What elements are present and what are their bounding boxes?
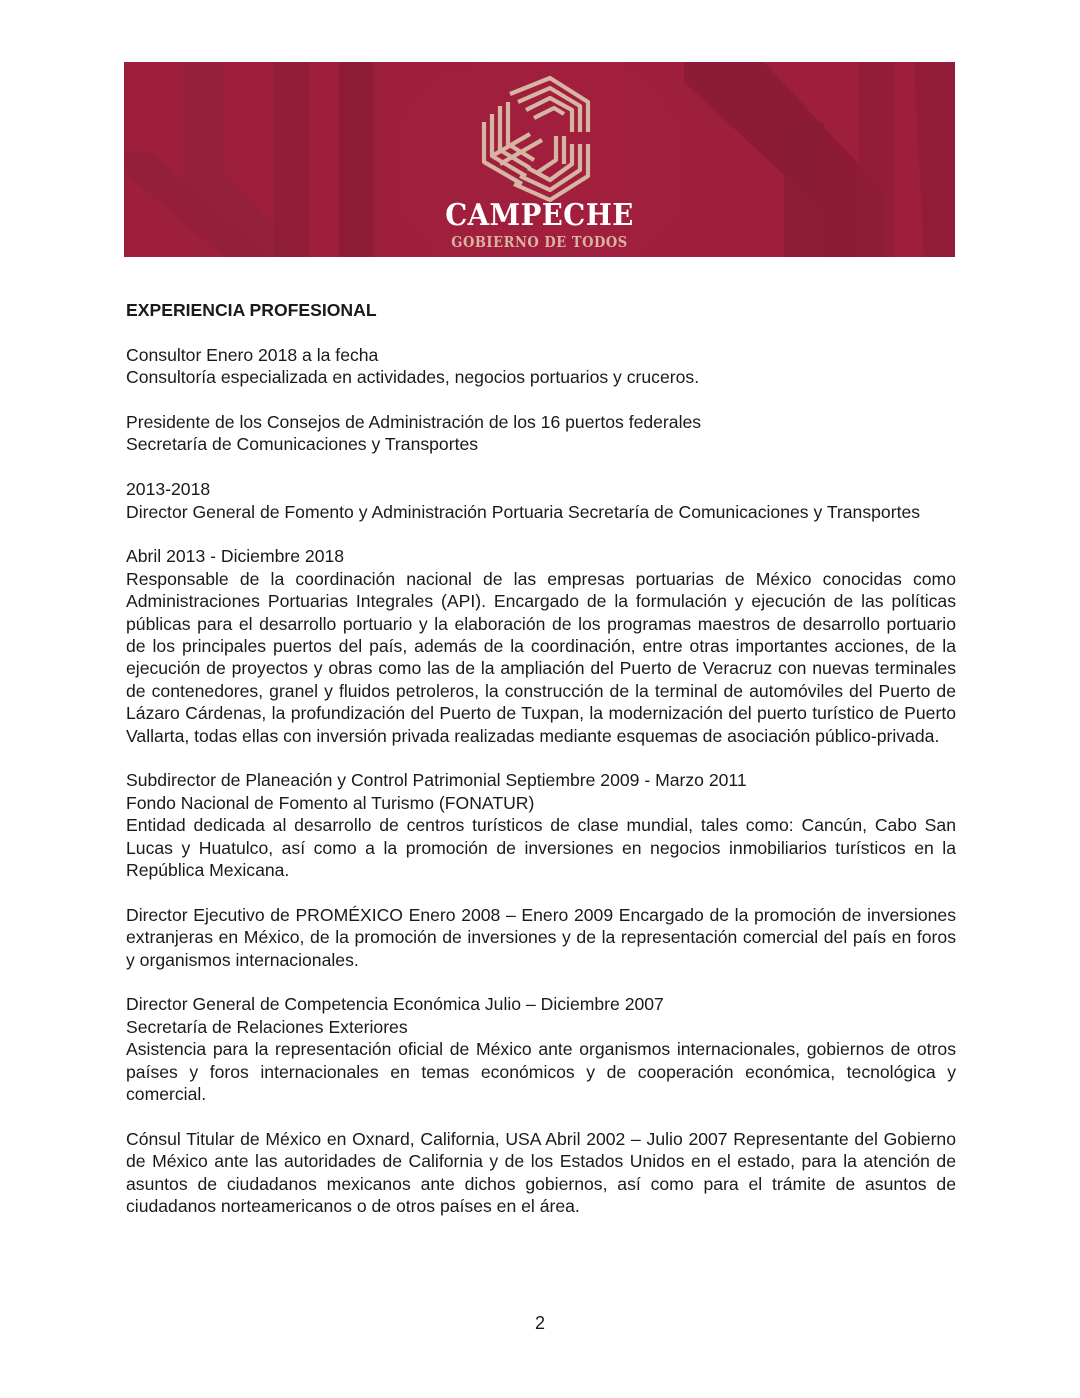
- entry-organization: Secretaría de Relaciones Exteriores: [126, 1016, 408, 1037]
- brand-name: CAMPECHE: [445, 198, 634, 233]
- entry-description: Director Ejecutivo de PROMÉXICO Enero 2008 – Enero 2009 Encargado de la promoción de inversiones extranjeras en México, de la promoción de inversiones y de la representación comercial del país en foros y organismos internacionales.: [126, 904, 956, 970]
- experience-entry: [126, 904, 956, 971]
- entry-organization: Fondo Nacional de Fomento al Turismo (FONATUR): [126, 792, 535, 813]
- entry-dates: 2013-2018: [126, 479, 211, 500]
- entry-title: Presidente de los Consejos de Administración de los 16 puertos federales: [126, 412, 702, 432]
- entry-description: Entidad dedicada al desarrollo de centros turísticos de clase mundial, tales como: Cancún, Cabo San Lucas y Huatulco, así como a la promoción de inversiones en negocios inmobiliarios turísticos en la República Mexicana.: [126, 815, 956, 881]
- experience-entry: [126, 478, 956, 523]
- experience-entry: [126, 993, 956, 1105]
- entry-description: Consultoría especializada en actividades, negocios portuarios y cruceros.: [126, 367, 700, 388]
- experience-entry: [126, 769, 956, 881]
- page-number: 2: [534, 1313, 545, 1333]
- entry-organization: Secretaría de Comunicaciones y Transportes: [126, 434, 479, 455]
- experience-entry: [126, 545, 956, 747]
- entry-description: Responsable de la coordinación nacional de las empresas portuarias de México conocidas como Administraciones Portuarias Integrales (API). Encargado de la formulación y ejecución de las políticas públicas para el desarrollo portuario y la elaboración de los programas maestros de desarrollo portuario de los principales puertos del país, además de la coordinación, entre otras importantes acciones, de la ejecución de proyectos y obras como las de la ampliación del Puerto de Veracruz con nuevas terminales de contenedores, granel y fluidos petroleros, la construcción de la terminal de automóviles del Puerto de Lázaro Cárdenas, la profundización del Puerto de Tuxpan, la modernización del puerto turístico de Puerto Vallarta, todas ellas con inversión privada realizadas mediante esquemas de asociación público-privada.: [126, 568, 956, 746]
- experience-entry: [126, 1128, 956, 1218]
- campeche-logo-icon: [470, 72, 610, 208]
- entry-title: Consultor Enero 2018 a la fecha: [126, 344, 379, 365]
- entry-title: Director General de Competencia Económica Julio – Diciembre 2007: [126, 994, 664, 1015]
- document-body: [126, 299, 956, 1240]
- entry-description: Cónsul Titular de México en Oxnard, California, USA Abril 2002 – Julio 2007 Representante del Gobierno de México ante las autoridades de California y de los Estados Unidos en el estado, para la atención de asuntos de ciudadanos mexicanos ante dichos gobiernos, así como para el trámite de asuntos de ciudadanos norteamericanos o de otros países en el área.: [126, 1128, 956, 1217]
- experience-entry: [126, 411, 956, 456]
- entry-dates: Abril 2013 - Diciembre 2018: [126, 546, 345, 567]
- entry-title: Director General de Fomento y Administración Portuaria Secretaría de Comunicaciones y Transportes: [126, 501, 921, 522]
- entry-description: Asistencia para la representación oficial de México ante organismos internacionales, gobiernos de otros países y foros internacionales en temas económicos y de cooperación económica, tecnológica y comercial.: [126, 1039, 956, 1105]
- header-banner: [124, 62, 955, 257]
- experience-entry: [126, 344, 956, 389]
- section-heading: EXPERIENCIA PROFESIONAL: [126, 300, 377, 320]
- brand-tagline: GOBIERNO DE TODOS: [451, 234, 628, 251]
- entry-title: Subdirector de Planeación y Control Patrimonial Septiembre 2009 - Marzo 2011: [126, 770, 747, 791]
